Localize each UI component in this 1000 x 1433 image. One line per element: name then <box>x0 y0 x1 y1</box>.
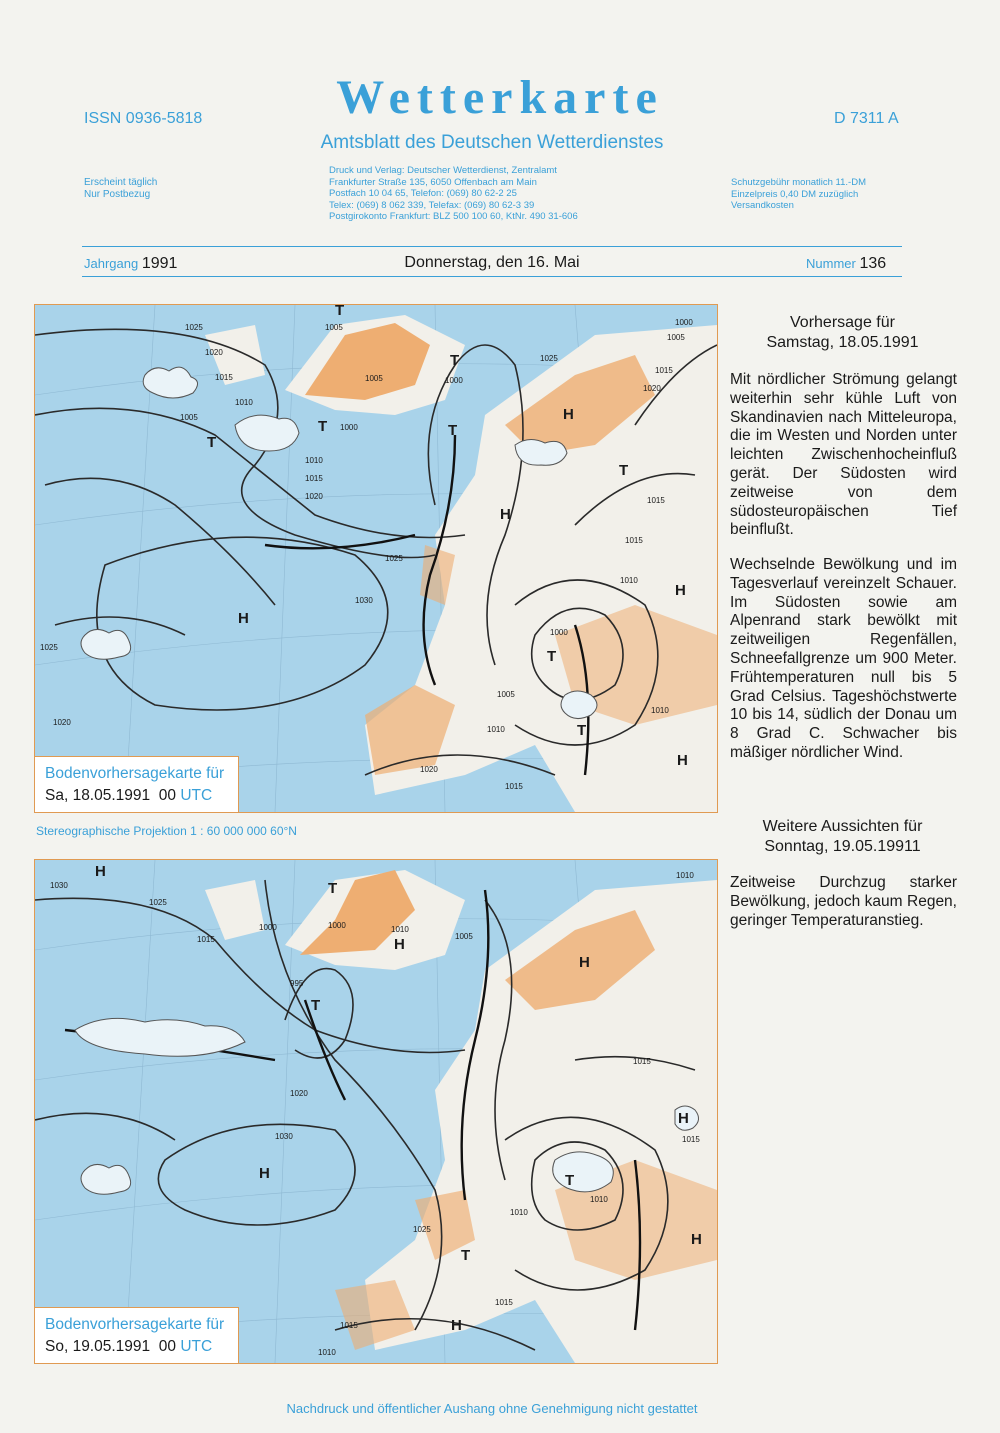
price-line: Schutzgebühr monatlich 11.-DM <box>731 177 866 188</box>
pressure-center-mark: H <box>259 1165 270 1182</box>
isobar-label: 1025 <box>40 643 58 652</box>
map-caption-title: Bodenvorhersagekarte für <box>45 1316 225 1333</box>
isobar-label: 1025 <box>149 898 167 907</box>
isobar-label: 1010 <box>651 706 669 715</box>
pressure-center-mark: H <box>675 582 686 599</box>
forecast-paragraph: Mit nördlicher Strömung gelangt weiterhin sehr kühle Luft von Skandinavien nach Mitteleuropa, die im Westen und Norden unter leichten Zwischenhocheinfluß gerät. Der Südosten wird zeitweise von dem südosteuropäischen Tief beinflußt. <box>730 371 957 539</box>
isobar-label: 1025 <box>385 554 403 563</box>
pressure-center-mark: T <box>565 1172 575 1189</box>
outlook-heading-date: Sonntag, 19.05.19911 <box>764 838 921 855</box>
pressure-center-mark: H <box>691 1231 702 1248</box>
forecast-heading-line: Vorhersage für <box>790 314 895 331</box>
publisher-line: Frankfurter Straße 135, 6050 Offenbach am Main <box>329 176 537 188</box>
isobar-label: 1015 <box>340 1321 358 1330</box>
map-image <box>35 305 717 812</box>
isobar-label: 1000 <box>675 318 693 327</box>
forecast-paragraph: Wechselnde Bewölkung und im Tagesverlauf vereinzelt Schauer. Im Südosten sowie am Alpenrand stark bewölkt mit zeitweiligen Regenfällen, Schneefallgrenze um 900 Meter. Frühtemperaturen null bis 5 Grad Celsius. Tageshöchstwerte 10 bis 14, südlich der Donau um 8 Grad C. Schwacher bis mäßiger nördlicher Wind. <box>730 556 957 761</box>
price-line: Versandkosten <box>731 200 794 211</box>
pressure-center-mark: T <box>547 648 557 665</box>
isobar-label: 1020 <box>290 1089 308 1098</box>
outlook-heading-sunday <box>730 817 955 857</box>
publisher-line: Druck und Verlag: Deutscher Wetterdienst, Zentralamt <box>329 165 557 176</box>
isobar-label: 1020 <box>643 384 661 393</box>
isobar-label: 1025 <box>540 354 558 363</box>
copyright-notice: Nachdruck und öffentlicher Aushang ohne Genehmigung nicht gestattet <box>286 1401 698 1416</box>
pressure-center-mark: T <box>448 422 458 439</box>
isobar-label: 1015 <box>655 366 673 375</box>
isobar-label: 1010 <box>676 871 694 880</box>
isobar-label: 1010 <box>305 456 323 465</box>
pressure-center-mark: T <box>450 352 460 369</box>
isobar-label: 1020 <box>305 492 323 501</box>
projection-note: Stereographische Projektion 1 : 60 000 000 60°N <box>36 824 297 838</box>
publisher-line: Telex: (069) 8 062 339, Telefax: (069) 80 62-3 39 <box>329 199 535 211</box>
pressure-center-mark: H <box>563 406 574 423</box>
isobar-label: 1005 <box>497 690 515 699</box>
map-caption-date: So, 19.05.1991 <box>45 1338 151 1355</box>
header-divider-bottom <box>82 276 902 277</box>
isobar-label: 1015 <box>305 474 323 483</box>
isobar-label: 1020 <box>420 765 438 774</box>
isobar-label: 1010 <box>487 725 505 734</box>
issn: ISSN 0936-5818 <box>84 110 203 127</box>
issue-date: Donnerstag, den 16. Mai <box>404 254 580 271</box>
note-line: Erscheint täglich <box>84 177 158 188</box>
isobar-label: 1015 <box>505 782 523 791</box>
forecast-heading-saturday <box>730 313 955 353</box>
outlook-paragraph: Zeitweise Durchzug starker Bewölkung, jedoch kaum Regen, geringer Temperaturanstieg. <box>730 874 957 929</box>
page-title: Wetterkarte <box>336 71 664 124</box>
publisher-info <box>329 165 578 223</box>
pressure-center-mark: T <box>577 722 587 739</box>
isobar-label: 1020 <box>205 348 223 357</box>
isobar-label: 1015 <box>215 373 233 382</box>
map-caption <box>35 756 239 812</box>
isobar-label: 1010 <box>620 576 638 585</box>
map-caption-time: 00 <box>158 1338 177 1355</box>
note-line: Nur Postbezug <box>84 189 151 200</box>
map-caption-date: Sa, 18.05.1991 <box>45 787 151 804</box>
isobar-label: 1010 <box>590 1195 608 1204</box>
isobar-label: 1005 <box>325 323 343 332</box>
pressure-center-mark: T <box>318 418 328 435</box>
isobar-label: 1010 <box>391 925 409 934</box>
isobar-label: 1005 <box>667 333 685 342</box>
issue-number <box>806 255 886 273</box>
isobar-label: 1025 <box>413 1225 431 1234</box>
map-caption-utc: UTC <box>180 1338 213 1355</box>
page-subtitle: Amtsblatt des Deutschen Wetterdienstes <box>320 132 664 153</box>
volume-value: 1991 <box>141 255 178 272</box>
isobar-label: 1005 <box>180 413 198 422</box>
isobar-label: 1000 <box>445 376 463 385</box>
publisher-line: Postfach 10 04 65, Telefon: (069) 80 62-2 25 <box>329 188 517 199</box>
number-value: 136 <box>859 255 887 272</box>
volume-label: Jahrgang <box>84 256 139 271</box>
isobar-label: 1030 <box>275 1132 293 1141</box>
pressure-center-mark: T <box>328 880 338 897</box>
map-caption-utc: UTC <box>180 787 213 804</box>
map-caption-title: Bodenvorhersagekarte für <box>45 765 225 782</box>
map-caption-time: 00 <box>158 787 177 804</box>
isobar-label: 1000 <box>550 628 568 637</box>
pressure-center-mark: H <box>451 1317 462 1334</box>
isobar-label: 1010 <box>318 1348 336 1357</box>
outlook-heading-line: Weitere Aussichten für <box>762 818 923 835</box>
isobar-label: 1015 <box>647 496 665 505</box>
isobar-label: 1010 <box>235 398 253 407</box>
number-label: Nummer <box>806 256 856 271</box>
pressure-center-mark: T <box>207 434 217 451</box>
isobar-label: 1015 <box>633 1057 651 1066</box>
isobar-label: 1000 <box>340 423 358 432</box>
pressure-center-mark: T <box>311 997 321 1014</box>
pressure-center-mark: T <box>619 462 629 479</box>
map-caption-datetime <box>45 1336 238 1358</box>
isobar-label: 1000 <box>328 921 346 930</box>
isobar-label: 1015 <box>625 536 643 545</box>
pressure-center-mark: T <box>461 1247 471 1264</box>
isobar-label: 1005 <box>365 374 383 383</box>
pressure-center-mark: H <box>95 863 106 880</box>
isobar-label: 1015 <box>197 935 215 944</box>
isobar-label: 1015 <box>495 1298 513 1307</box>
surface-forecast-map-sunday <box>34 859 718 1364</box>
forecast-heading-date: Samstag, 18.05.1991 <box>766 334 919 351</box>
header-divider-top <box>82 246 902 247</box>
isobar-label: 1030 <box>50 881 68 890</box>
isobar-label: 995 <box>290 979 304 988</box>
map-caption <box>35 1307 239 1363</box>
pressure-center-mark: T <box>335 305 345 319</box>
isobar-label: 1000 <box>259 923 277 932</box>
isobar-label: 1025 <box>185 323 203 332</box>
pressure-center-mark: H <box>500 506 511 523</box>
price-notes <box>731 177 866 212</box>
isobar-label: 1030 <box>355 596 373 605</box>
pressure-center-mark: H <box>677 752 688 769</box>
publisher-line: Postgirokonto Frankfurt: BLZ 500 100 60, KtNr. 490 31-606 <box>329 211 578 222</box>
pressure-center-mark: H <box>394 936 405 953</box>
price-line: Einzelpreis 0,40 DM zuzüglich <box>731 188 859 200</box>
pressure-center-mark: H <box>238 610 249 627</box>
postal-code-number: D 7311 A <box>834 110 899 127</box>
map-image <box>35 860 717 1363</box>
map-caption-datetime <box>45 785 238 807</box>
isobar-label: 1015 <box>682 1135 700 1144</box>
pressure-center-mark: H <box>579 954 590 971</box>
isobar-label: 1020 <box>53 718 71 727</box>
isobar-label: 1010 <box>510 1208 528 1217</box>
publication-notes <box>84 177 157 201</box>
surface-forecast-map-saturday <box>34 304 718 813</box>
isobar-label: 1005 <box>455 932 473 941</box>
pressure-center-mark: H <box>678 1110 689 1127</box>
